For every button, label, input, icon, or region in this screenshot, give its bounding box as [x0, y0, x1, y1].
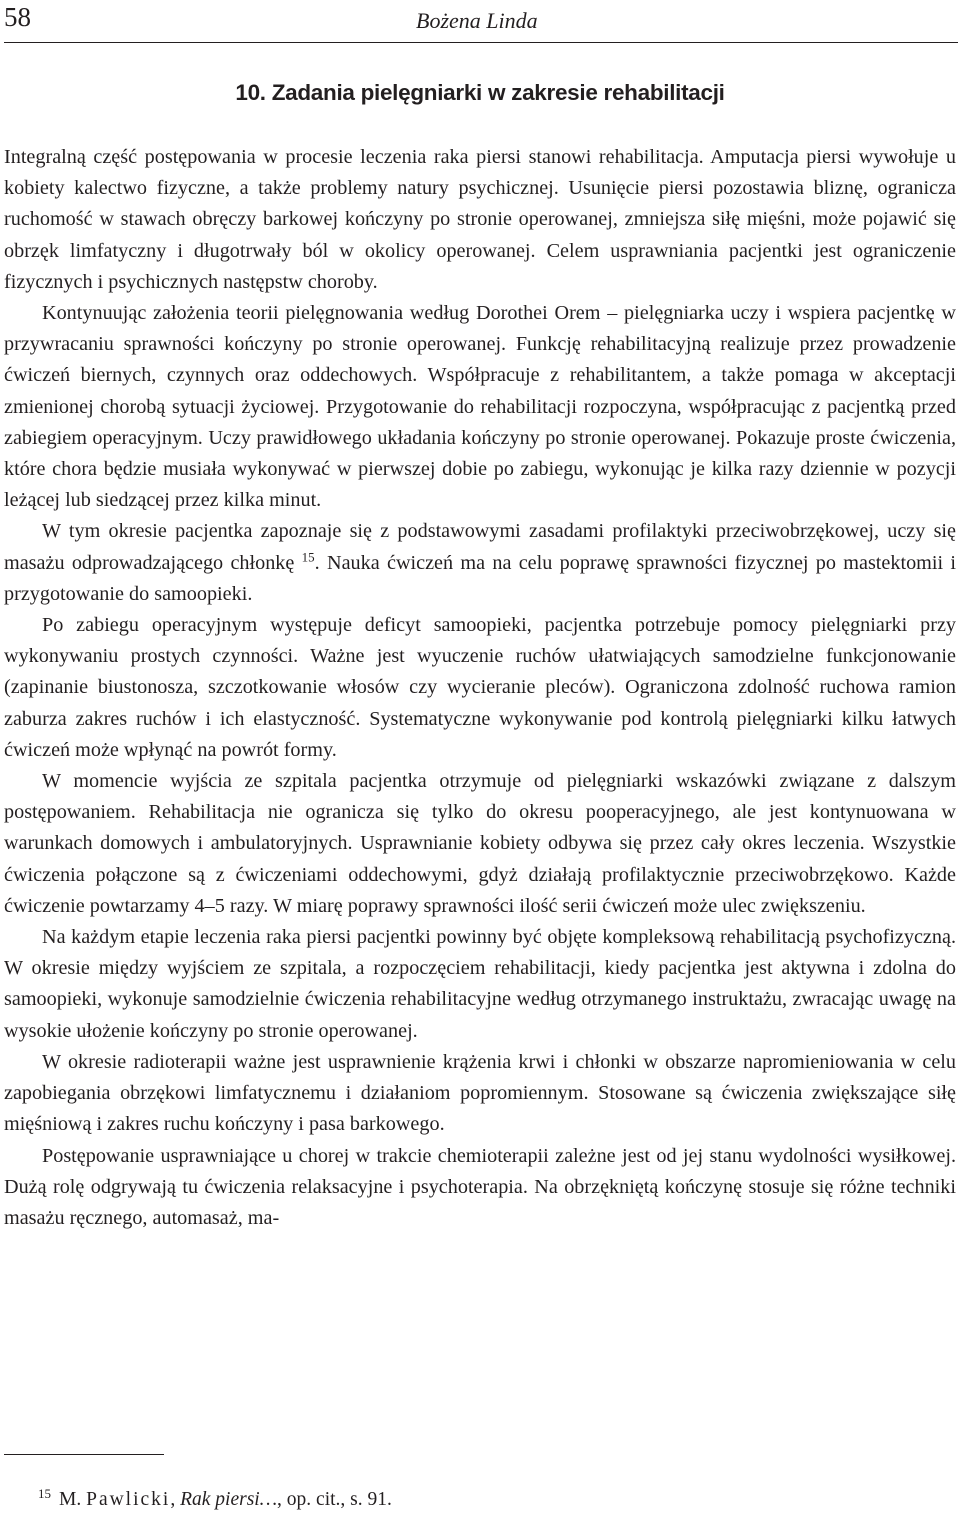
paragraph-8: Postępowanie usprawniające u chorej w trakcie chemioterapii zależne jest od jej stanu wydolności wysiłkowej. Dużą rolę odgrywają tu ćwiczenia relaksacyjne i psychoterapia. Na obrzękniętą kończynę stosuje się różne techniki masażu ręcznego, automasaż, ma- [4, 1144, 956, 1229]
page-number: 58 [4, 2, 31, 32]
footnote-author-surname: Pawlicki [86, 1489, 171, 1510]
paragraph-5: W momencie wyjścia ze szpitala pacjentka otrzymuje od pielęgniarki wskazówki związane z dalszym postępowaniem. Rehabilitacja nie ogranicza się tylko do okresu pooperacyjnego, ale jest kontynuowana w warunkach domowych i ambulatoryjnych. Usprawnianie kobiety odbywa się przez cały okres leczenia. Wszystkie ćwiczenia połączone są z ćwiczeniami oddechowymi, gdyż działają profilaktycznie przeciwobrzękowo. Każde ćwiczenie powtarzamy 4–5 razy. W miarę poprawy sprawności ilość serii ćwiczeń może ulec zwiększeniu. [4, 770, 956, 917]
paragraph-3 [4, 516, 956, 610]
footnote-reference-rest: , op. cit., s. 91. [277, 1489, 392, 1510]
paragraph-7: W okresie radioterapii ważne jest usprawnienie krążenia krwi i chłonki w obszarze napromieniowania w celu zapobiegania obrzękowi limfatycznemu i działaniom popromiennym. Stosowane są ćwiczenia zwiększające siłę mięśniową i zakres ruchu kończyny i pasa barkowego. [4, 1050, 956, 1136]
page-header [4, 0, 958, 43]
footnote-separator [4, 1454, 164, 1455]
paragraph-3-continuation: . Nauka ćwiczeń ma na celu poprawę sprawności fizycznej po mastektomii i przygotowanie do samoopieki. [4, 551, 956, 605]
chapter-title: 10. Zadania pielęgniarki w zakresie rehabilitacji [235, 80, 725, 105]
paragraph-1: Integralną część postępowania w procesie leczenia raka piersi stanowi rehabilitacja. Amputacja piersi wywołuje u kobiety kalectwo fizyczne, a także problemy natury psychicznej. Usunięcie piersi pozostawia bliznę, ogranicza ruchomość w stawach obręczy barkowej kończyny po stronie operowanej, zmniejsza siłę mięśni, może pojawić się obrzęk limfatyczny i długotrwały ból w okolicy operowanej. Celem usprawniania pacjentki jest ograniczenie fizycznych i psychicznych następstw choroby. [4, 146, 956, 293]
footnote-separator-comma: , [170, 1489, 176, 1510]
paragraph-2: Kontynuując założenia teorii pielęgnowania według Dorothei Orem – pielęgniarka uczy i wspiera pacjentkę w przywracaniu sprawności kończyny po stronie operowanej. Funkcję rehabilitacyjną realizuje przez prowadzenie ćwiczeń biernych, czynnych oraz oddechowych. Współpracuje z rehabilitantem, a także pomaga w akceptacji zmienionej chorobą sytuacji życiowej. Przygotowanie do rehabilitacji rozpoczyna, współpracując z pacjentką przed zabiegiem operacyjnym. Uczy prawidłowego układania kończyny po stronie operowanej. Pokazuje proste ćwiczenia, które chora będzie musiała wykonywać w pierwszej dobie po zabiegu, wykonując je kilka razy dziennie w pozycji leżącej lub siedzącej przez kilka minut. [4, 302, 956, 512]
footnote-number: 15 [38, 1485, 51, 1501]
paragraph-4: Po zabiegu operacyjnym występuje deficyt samoopieki, pacjentka potrzebuje pomocy pielęgniarki przy wykonywaniu prostych czynności. Ważne jest wyuczenie ruchów ułatwiających samodzielne funkcjonowanie (zapinanie biustonosza, szczotkowanie włosów czy wycieranie pleców). Ograniczona zdolność ruchowa ramion zaburza zakres ruchów i ich elastyczność. Systematyczne wykonywanie pod kontrolą pielęgniarki kilku łatwych ćwiczeń może wpłynąć na powrót formy. [4, 614, 956, 761]
footnote-author-initial: M. [59, 1489, 82, 1510]
footnote-reference[interactable]: 15 [301, 548, 315, 564]
paragraph-3-text: W tym okresie pacjentka zapoznaje się z podstawowymi zasadami profilaktyki przeciwobrzękowej, uczy się masażu odprowadzającego chłonkę [4, 520, 956, 574]
running-head-author: Bożena Linda [416, 8, 538, 33]
paragraph-6: Na każdym etapie leczenia raka piersi pacjentki powinny być objęte kompleksową rehabilitacją psychofizyczną. W okresie między wyjściem ze szpitala, a rozpoczęciem rehabilitacji, kiedy pacjentka jest aktywna i zdolna do samoopieki, wykonuje samodzielnie ćwiczenia rehabilitacyjne według otrzymanego instruktażu, zwracając uwagę na wysokie ułożenie kończyny po stronie operowanej. [4, 926, 956, 1042]
footnote-15 [38, 1485, 392, 1515]
body-text [4, 142, 956, 1234]
footnote-title: Rak piersi… [180, 1489, 278, 1510]
